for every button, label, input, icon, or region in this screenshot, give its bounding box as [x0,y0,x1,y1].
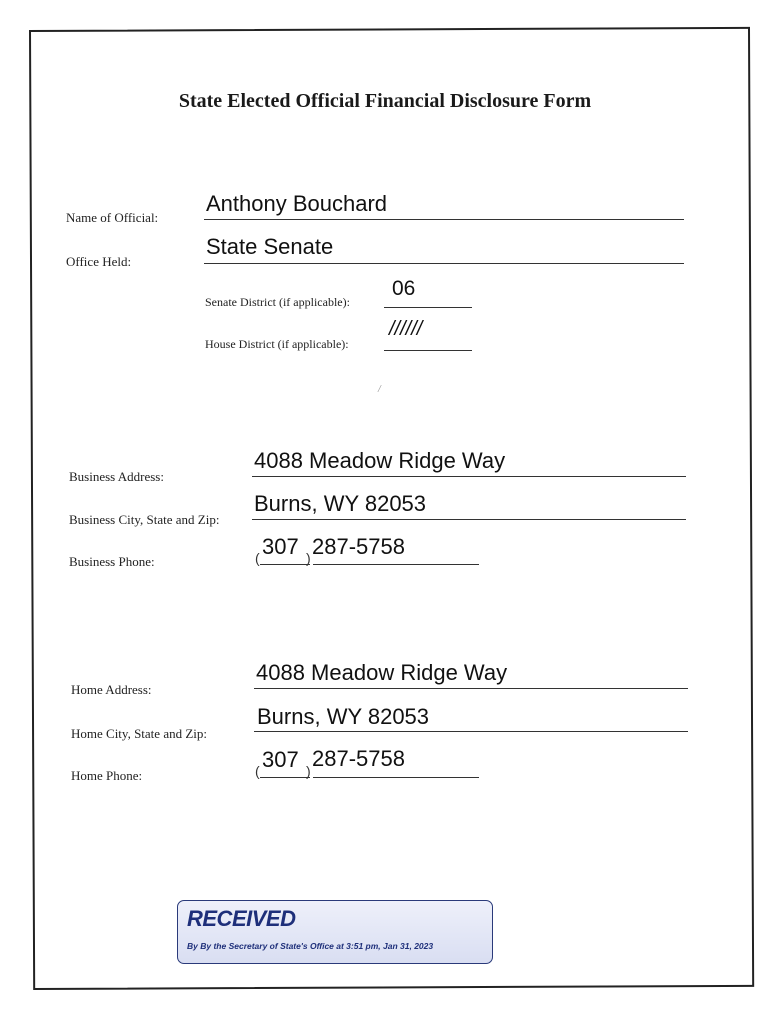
house-district-underline [384,350,472,351]
received-stamp-subtitle: By By the Secretary of State's Office at 3:51 pm, Jan 31, 2023 [187,941,434,951]
home-city-value[interactable]: Burns, WY 82053 [257,704,430,729]
senate-district-underline [384,307,472,308]
business-phone-number[interactable]: 287-5758 [312,534,405,559]
home-address-underline [254,688,688,689]
business-city-label: Business City, State and Zip: [69,512,220,527]
office-held-label: Office Held: [66,254,132,269]
business-phone-label: Business Phone: [69,554,155,569]
business-phone-area[interactable]: 307 [262,534,299,559]
business-phone-area-underline [260,564,310,565]
name-of-official-label: Name of Official: [66,210,159,225]
form-title: State Elected Official Financial Disclosure Form [178,90,592,112]
senate-district-value[interactable]: 06 [392,277,416,300]
business-phone-underline [313,564,479,565]
home-city-underline [254,731,688,732]
home-phone-number[interactable]: 287-5758 [312,746,405,771]
business-address-underline [252,476,686,477]
home-city-label: Home City, State and Zip: [71,726,207,741]
house-district-value[interactable]: ////// [389,318,423,340]
home-phone-area-underline [260,777,310,778]
name-of-official-value[interactable]: Anthony Bouchard [206,191,388,216]
stray-mark: / [378,384,381,395]
home-address-value[interactable]: 4088 Meadow Ridge Way [256,660,508,685]
home-phone-underline [313,777,479,778]
received-stamp [177,900,493,964]
business-phone-open-paren: ( [255,550,260,566]
business-city-underline [252,519,686,520]
senate-district-label: Senate District (if applicable): [205,295,350,309]
home-address-label: Home Address: [71,682,152,697]
name-underline [204,219,684,220]
home-phone-close-paren: ) [306,763,311,779]
received-stamp-title: RECEIVED [187,906,296,931]
business-address-label: Business Address: [69,469,164,484]
home-phone-area[interactable]: 307 [262,747,299,772]
business-phone-close-paren: ) [306,550,311,566]
office-held-value[interactable]: State Senate [206,234,334,259]
house-district-label: House District (if applicable): [205,337,349,351]
business-city-value[interactable]: Burns, WY 82053 [254,491,427,516]
home-phone-open-paren: ( [255,763,260,779]
office-underline [204,263,684,264]
business-address-value[interactable]: 4088 Meadow Ridge Way [254,448,506,473]
home-phone-label: Home Phone: [71,768,143,783]
